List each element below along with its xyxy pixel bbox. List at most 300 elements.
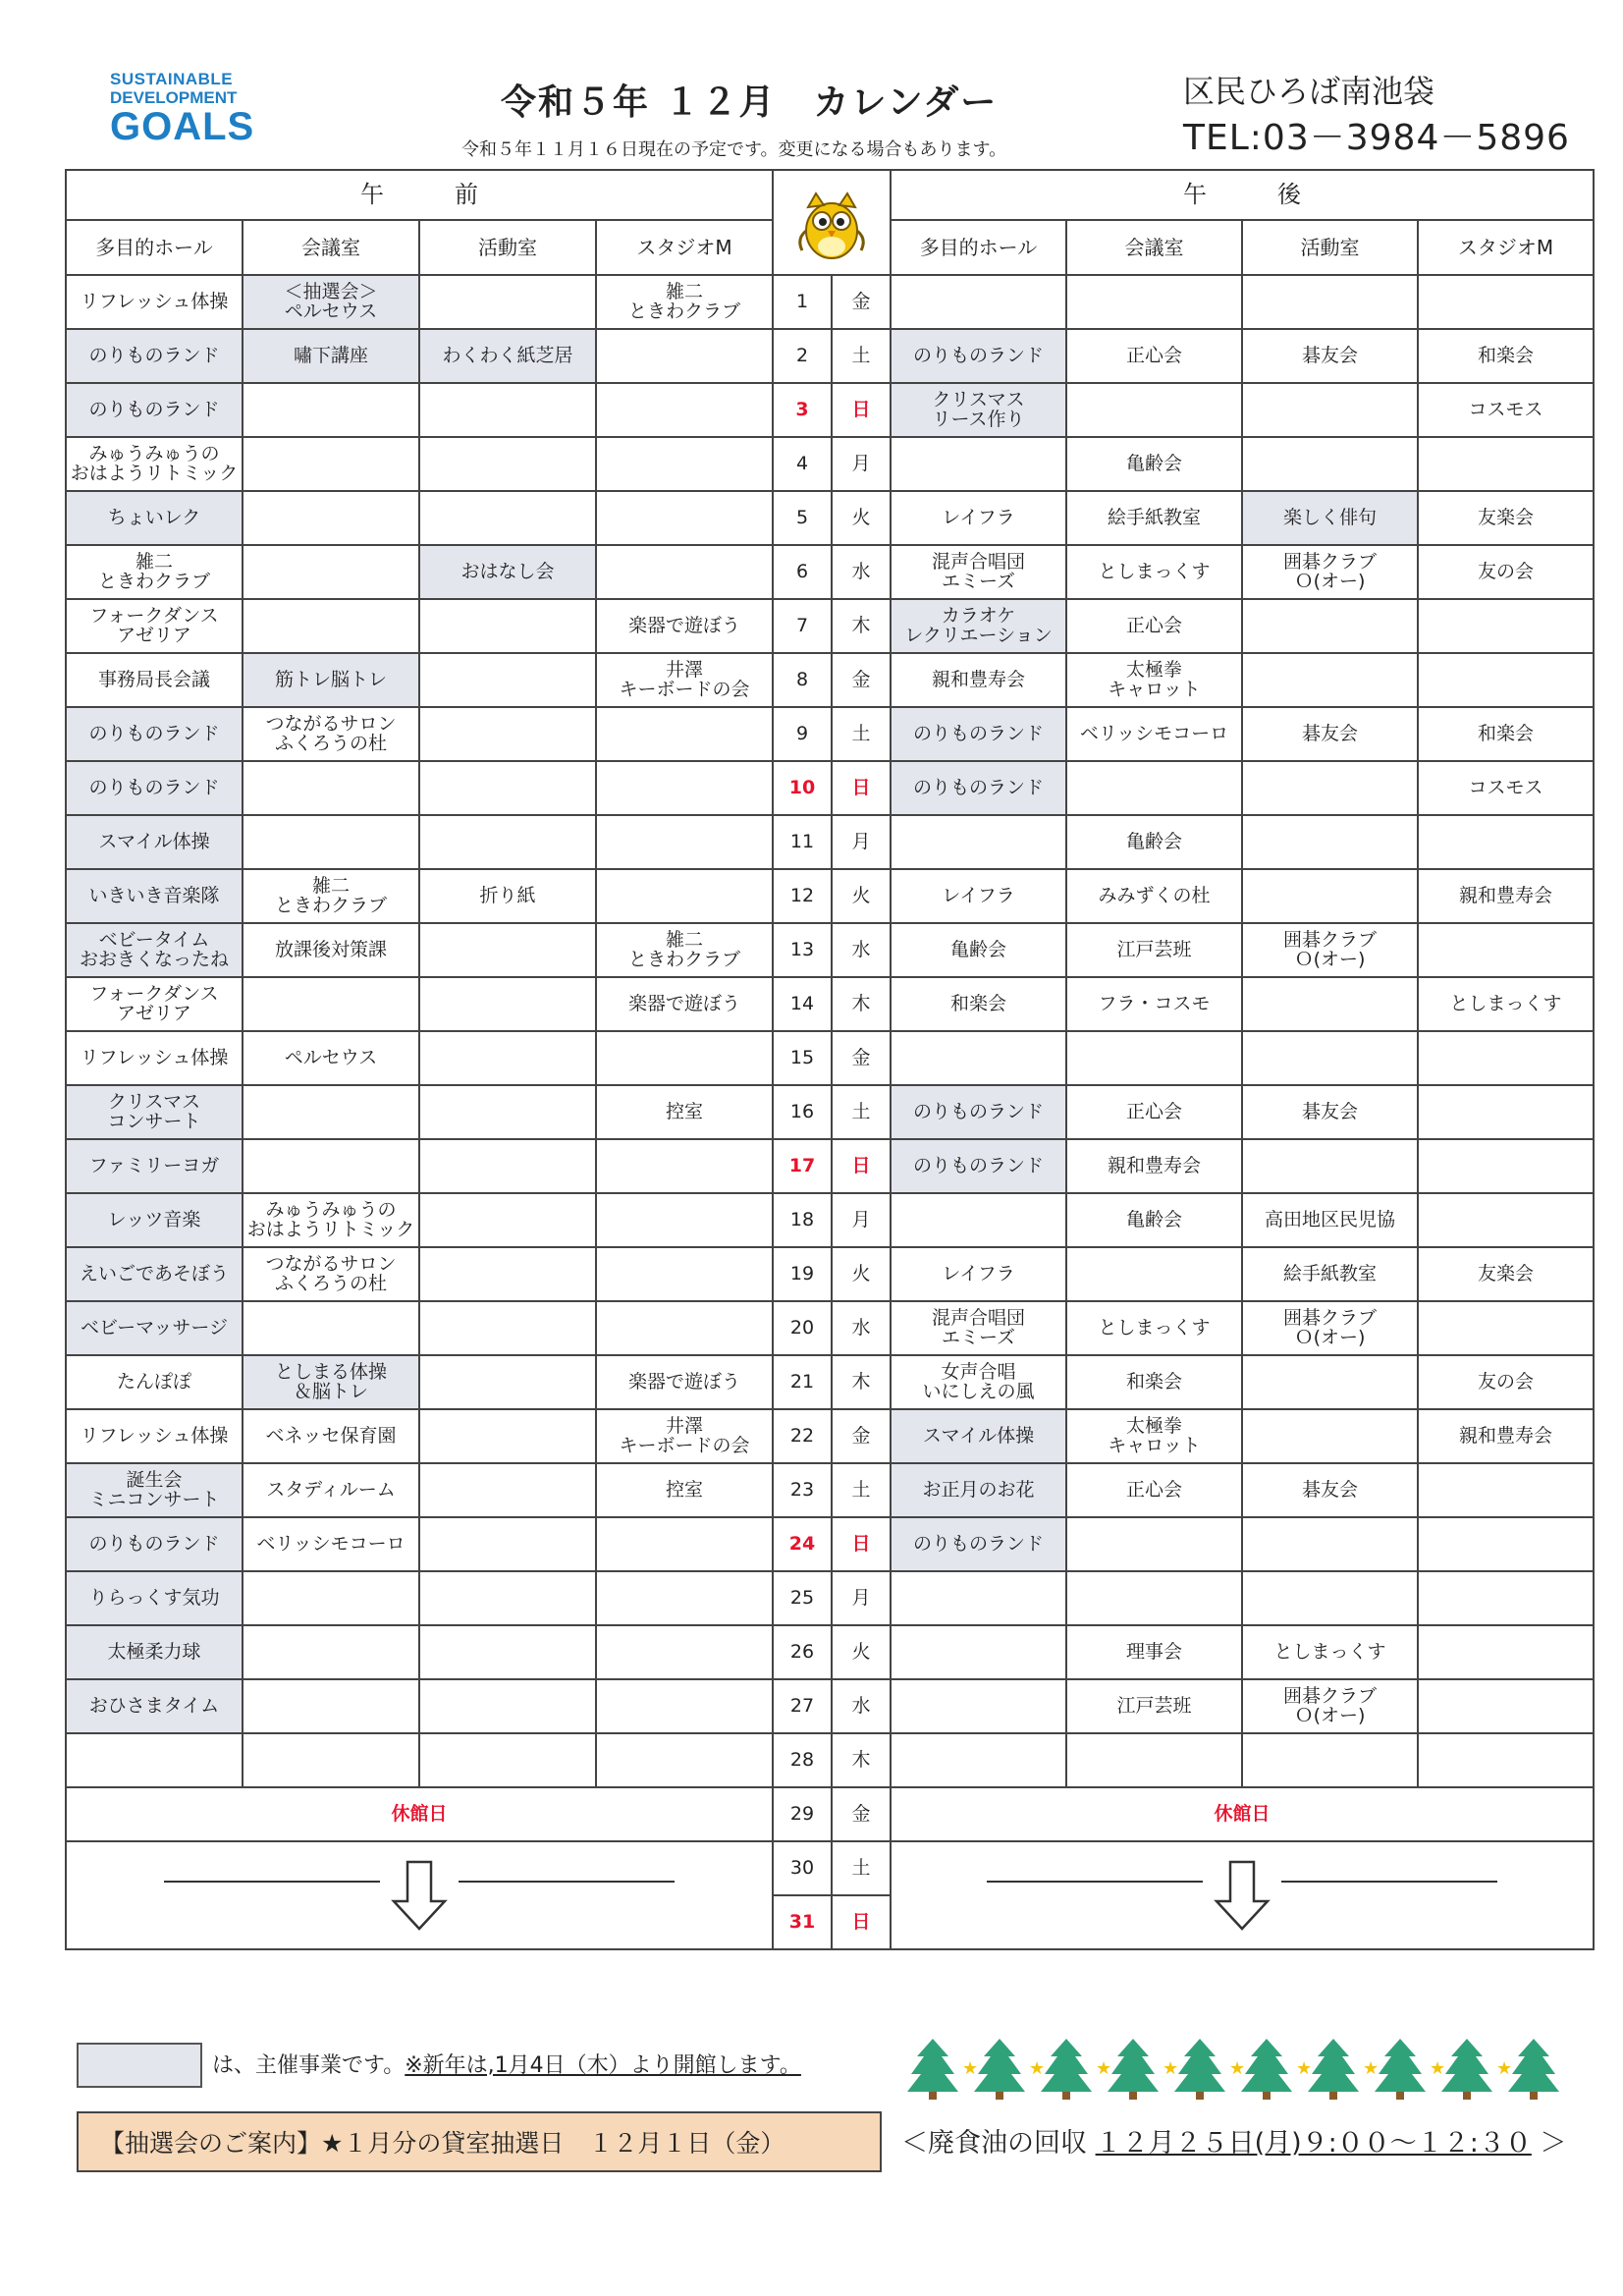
am-event-cell: リフレッシュ体操 bbox=[66, 275, 243, 329]
pm-event-cell bbox=[891, 1679, 1066, 1733]
am-event-cell bbox=[596, 383, 773, 437]
calendar-row bbox=[66, 545, 1594, 599]
owl-icon bbox=[790, 182, 873, 264]
am-event-cell bbox=[419, 1463, 596, 1517]
pm-event-cell: のりものランド bbox=[891, 329, 1066, 383]
calendar-row bbox=[66, 1355, 1594, 1409]
am-event-cell: 太極柔力球 bbox=[66, 1625, 243, 1679]
pm-event-cell: 江戸芸班 bbox=[1066, 1679, 1242, 1733]
pm-event-cell: 親和豊寿会 bbox=[891, 653, 1066, 707]
am-event-cell: 控室 bbox=[596, 1463, 773, 1517]
am-event-cell: みゅうみゅうの おはようリトミック bbox=[243, 1193, 419, 1247]
am-event-cell bbox=[419, 491, 596, 545]
pm-event-cell: 友の会 bbox=[1418, 1355, 1594, 1409]
pm-event-cell: 理事会 bbox=[1066, 1625, 1242, 1679]
day-number: 28 bbox=[773, 1733, 832, 1787]
pm-event-cell bbox=[1418, 1193, 1594, 1247]
am-event-cell bbox=[596, 1301, 773, 1355]
tree-icon bbox=[1041, 2039, 1092, 2100]
am-event-cell bbox=[243, 1139, 419, 1193]
weekday: 水 bbox=[832, 1301, 891, 1355]
tree-icon bbox=[974, 2039, 1025, 2100]
am-event-cell: おはなし会 bbox=[419, 545, 596, 599]
am-event-cell bbox=[596, 1733, 773, 1787]
am-event-cell: フォークダンス アゼリア bbox=[66, 977, 243, 1031]
calendar-row bbox=[66, 329, 1594, 383]
am-event-cell bbox=[419, 1517, 596, 1571]
am-event-cell bbox=[419, 1301, 596, 1355]
sdg-logo bbox=[110, 71, 254, 146]
pm-event-cell: としまっくす bbox=[1242, 1625, 1418, 1679]
pm-event-cell: のりものランド bbox=[891, 761, 1066, 815]
day-number: 31 bbox=[773, 1895, 832, 1949]
pm-event-cell bbox=[1242, 815, 1418, 869]
day-number: 19 bbox=[773, 1247, 832, 1301]
am-event-cell: ベビーマッサージ bbox=[66, 1301, 243, 1355]
weekday: 木 bbox=[832, 599, 891, 653]
am-event-cell bbox=[419, 1571, 596, 1625]
day-number: 5 bbox=[773, 491, 832, 545]
calendar-row bbox=[66, 1193, 1594, 1247]
pm-event-cell: スマイル体操 bbox=[891, 1409, 1066, 1463]
day-number: 2 bbox=[773, 329, 832, 383]
calendar-row bbox=[66, 869, 1594, 923]
pm-event-cell bbox=[1242, 869, 1418, 923]
am-event-cell bbox=[596, 1247, 773, 1301]
calendar-row bbox=[66, 1625, 1594, 1679]
am-event-cell bbox=[243, 1301, 419, 1355]
pm-event-cell: 囲碁クラブ Ｏ(オー) bbox=[1242, 1679, 1418, 1733]
am-room-studio: スタジオM bbox=[596, 220, 773, 275]
pm-event-cell: 囲碁クラブ Ｏ(オー) bbox=[1242, 1301, 1418, 1355]
am-event-cell: たんぽぽ bbox=[66, 1355, 243, 1409]
am-event-cell: 嘯下講座 bbox=[243, 329, 419, 383]
am-closed-label: 休館日 bbox=[66, 1787, 773, 1841]
am-event-cell: 楽器で遊ぼう bbox=[596, 599, 773, 653]
day-number: 7 bbox=[773, 599, 832, 653]
am-event-cell: ベネッセ保育園 bbox=[243, 1409, 419, 1463]
weekday: 土 bbox=[832, 707, 891, 761]
am-event-cell bbox=[419, 1031, 596, 1085]
calendar-row bbox=[66, 599, 1594, 653]
pm-event-cell bbox=[1242, 383, 1418, 437]
am-event-cell bbox=[596, 1031, 773, 1085]
day-number: 29 bbox=[773, 1787, 832, 1841]
day-number: 22 bbox=[773, 1409, 832, 1463]
calendar-row bbox=[66, 653, 1594, 707]
am-event-cell bbox=[419, 761, 596, 815]
pm-event-cell: のりものランド bbox=[891, 1517, 1066, 1571]
pm-event-cell: 和楽会 bbox=[891, 977, 1066, 1031]
am-event-cell bbox=[596, 1193, 773, 1247]
am-event-cell: ベリッシモコーロ bbox=[243, 1517, 419, 1571]
weekday: 月 bbox=[832, 1193, 891, 1247]
am-event-cell: 楽器で遊ぼう bbox=[596, 1355, 773, 1409]
pm-room-hall: 多目的ホール bbox=[891, 220, 1066, 275]
am-event-cell: おひさまタイム bbox=[66, 1679, 243, 1733]
star-icon: ★ bbox=[962, 2058, 979, 2079]
lottery-notice: 【抽選会のご案内】★１月分の貸室抽選日 １２月１日（金） bbox=[77, 2111, 882, 2172]
calendar-row-closed bbox=[66, 1787, 1594, 1841]
weekday: 月 bbox=[832, 437, 891, 491]
weekday: 金 bbox=[832, 653, 891, 707]
weekday: 水 bbox=[832, 1679, 891, 1733]
page-title: 令和５年 １２月 カレンダー bbox=[501, 82, 999, 123]
am-event-cell bbox=[243, 761, 419, 815]
pm-event-cell: のりものランド bbox=[891, 1139, 1066, 1193]
am-header: 午 前 bbox=[66, 170, 773, 220]
pm-event-cell: レイフラ bbox=[891, 869, 1066, 923]
pm-event-cell: クリスマス リース作り bbox=[891, 383, 1066, 437]
day-number: 13 bbox=[773, 923, 832, 977]
pm-event-cell bbox=[891, 1571, 1066, 1625]
day-number: 26 bbox=[773, 1625, 832, 1679]
day-number: 11 bbox=[773, 815, 832, 869]
am-event-cell: 雑二 ときわクラブ bbox=[66, 545, 243, 599]
star-icon: ★ bbox=[1296, 2058, 1313, 2079]
day-number: 15 bbox=[773, 1031, 832, 1085]
weekday: 金 bbox=[832, 1787, 891, 1841]
pm-event-cell: のりものランド bbox=[891, 1085, 1066, 1139]
tree-icon bbox=[1441, 2039, 1492, 2100]
organization-name: 区民ひろば南池袋 bbox=[1183, 73, 1435, 110]
pm-event-cell bbox=[1242, 275, 1418, 329]
calendar-row bbox=[66, 1301, 1594, 1355]
calendar-row bbox=[66, 1031, 1594, 1085]
pm-event-cell bbox=[1418, 275, 1594, 329]
day-number: 27 bbox=[773, 1679, 832, 1733]
pm-event-cell: 楽しく俳句 bbox=[1242, 491, 1418, 545]
am-event-cell bbox=[596, 1679, 773, 1733]
pm-event-cell: 友の会 bbox=[1418, 545, 1594, 599]
weekday: 月 bbox=[832, 1571, 891, 1625]
pm-event-cell: 友楽会 bbox=[1418, 1247, 1594, 1301]
am-event-cell: 放課後対策課 bbox=[243, 923, 419, 977]
pm-event-cell bbox=[1418, 815, 1594, 869]
am-event-cell bbox=[419, 383, 596, 437]
am-event-cell bbox=[596, 1625, 773, 1679]
day-number: 17 bbox=[773, 1139, 832, 1193]
star-icon: ★ bbox=[1163, 2058, 1179, 2079]
pm-event-cell bbox=[1418, 1463, 1594, 1517]
pm-event-cell bbox=[1242, 1409, 1418, 1463]
pm-room-studio: スタジオM bbox=[1418, 220, 1594, 275]
calendar-row bbox=[66, 923, 1594, 977]
am-event-cell bbox=[243, 1733, 419, 1787]
am-event-cell: 折り紙 bbox=[419, 869, 596, 923]
oil-label: ＜廃食油の回収 bbox=[901, 2128, 1096, 2159]
pm-event-cell: 絵手紙教室 bbox=[1066, 491, 1242, 545]
pm-event-cell: 碁友会 bbox=[1242, 707, 1418, 761]
am-event-cell: スタディルーム bbox=[243, 1463, 419, 1517]
am-event-cell bbox=[596, 761, 773, 815]
legend-text bbox=[212, 2049, 801, 2079]
pm-event-cell: コスモス bbox=[1418, 383, 1594, 437]
pm-closed-label: 休館日 bbox=[891, 1787, 1594, 1841]
weekday: 火 bbox=[832, 869, 891, 923]
weekday: 日 bbox=[832, 1895, 891, 1949]
pm-event-cell: 亀齢会 bbox=[1066, 1193, 1242, 1247]
pm-event-cell: お正月のお花 bbox=[891, 1463, 1066, 1517]
weekday: 火 bbox=[832, 491, 891, 545]
pm-event-cell bbox=[1418, 1517, 1594, 1571]
pm-event-cell bbox=[1418, 653, 1594, 707]
am-event-cell: 雑二 ときわクラブ bbox=[243, 869, 419, 923]
pm-event-cell: 和楽会 bbox=[1066, 1355, 1242, 1409]
am-event-cell bbox=[419, 923, 596, 977]
am-event-cell bbox=[596, 1571, 773, 1625]
sdg-line1: SUSTAINABLE bbox=[110, 70, 234, 88]
owl-mascot-cell bbox=[773, 170, 891, 275]
star-icon: ★ bbox=[1029, 2058, 1046, 2079]
am-event-cell: つながるサロン ふくろうの杜 bbox=[243, 1247, 419, 1301]
calendar-row bbox=[66, 1679, 1594, 1733]
am-event-cell bbox=[243, 383, 419, 437]
am-event-cell bbox=[243, 1571, 419, 1625]
am-room-meeting: 会議室 bbox=[243, 220, 419, 275]
am-event-cell bbox=[596, 869, 773, 923]
pm-event-cell: 友楽会 bbox=[1418, 491, 1594, 545]
pm-event-cell: みみずくの杜 bbox=[1066, 869, 1242, 923]
pm-event-cell bbox=[1418, 1571, 1594, 1625]
am-event-cell: 雑二 ときわクラブ bbox=[596, 275, 773, 329]
pm-event-cell: 正心会 bbox=[1066, 1463, 1242, 1517]
pm-event-cell: 太極拳 キャロット bbox=[1066, 653, 1242, 707]
weekday: 水 bbox=[832, 545, 891, 599]
sdg-line2: DEVELOPMENT bbox=[110, 88, 238, 107]
pm-event-cell bbox=[1418, 437, 1594, 491]
weekday: 火 bbox=[832, 1625, 891, 1679]
am-event-cell bbox=[596, 491, 773, 545]
pm-event-cell bbox=[1066, 383, 1242, 437]
pm-event-cell bbox=[1242, 599, 1418, 653]
pm-event-cell bbox=[1242, 1139, 1418, 1193]
am-event-cell bbox=[243, 437, 419, 491]
am-event-cell bbox=[419, 1733, 596, 1787]
day-number: 24 bbox=[773, 1517, 832, 1571]
am-event-cell: りらっくす気功 bbox=[66, 1571, 243, 1625]
am-event-cell bbox=[419, 1139, 596, 1193]
pm-event-cell bbox=[891, 1733, 1066, 1787]
day-number: 1 bbox=[773, 275, 832, 329]
calendar-row bbox=[66, 1571, 1594, 1625]
weekday: 火 bbox=[832, 1247, 891, 1301]
pm-event-cell: 親和豊寿会 bbox=[1418, 869, 1594, 923]
weekday: 金 bbox=[832, 1409, 891, 1463]
pm-event-cell bbox=[1418, 1679, 1594, 1733]
pm-event-cell bbox=[1242, 761, 1418, 815]
am-event-cell: クリスマス コンサート bbox=[66, 1085, 243, 1139]
pm-event-cell: フラ・コスモ bbox=[1066, 977, 1242, 1031]
pm-event-cell: 太極拳 キャロット bbox=[1066, 1409, 1242, 1463]
am-event-cell bbox=[596, 329, 773, 383]
pm-event-cell: 亀齢会 bbox=[1066, 815, 1242, 869]
am-event-cell bbox=[419, 815, 596, 869]
weekday: 水 bbox=[832, 923, 891, 977]
day-number: 14 bbox=[773, 977, 832, 1031]
pm-event-cell bbox=[1066, 1571, 1242, 1625]
pm-event-cell: 碁友会 bbox=[1242, 1463, 1418, 1517]
weekday: 金 bbox=[832, 275, 891, 329]
pm-event-cell bbox=[1418, 1301, 1594, 1355]
pm-event-cell: としまっくす bbox=[1066, 545, 1242, 599]
pm-event-cell bbox=[1242, 437, 1418, 491]
am-event-cell bbox=[243, 599, 419, 653]
pm-event-cell: としまっくす bbox=[1066, 1301, 1242, 1355]
day-number: 12 bbox=[773, 869, 832, 923]
day-number: 8 bbox=[773, 653, 832, 707]
pm-event-cell bbox=[1242, 1733, 1418, 1787]
pm-event-cell: カラオケ レクリエーション bbox=[891, 599, 1066, 653]
pm-event-cell: 亀齢会 bbox=[1066, 437, 1242, 491]
pm-event-cell: ベリッシモコーロ bbox=[1066, 707, 1242, 761]
am-event-cell bbox=[419, 275, 596, 329]
weekday: 土 bbox=[832, 1085, 891, 1139]
oil-collection-notice bbox=[901, 2121, 1566, 2159]
am-event-cell: つながるサロン ふくろうの杜 bbox=[243, 707, 419, 761]
am-event-cell bbox=[419, 1247, 596, 1301]
weekday: 金 bbox=[832, 1031, 891, 1085]
am-event-cell bbox=[419, 1085, 596, 1139]
pm-event-cell bbox=[891, 1625, 1066, 1679]
day-number: 20 bbox=[773, 1301, 832, 1355]
am-event-cell: みゅうみゅうの おはようリトミック bbox=[66, 437, 243, 491]
am-event-cell bbox=[243, 1085, 419, 1139]
pm-event-cell: 正心会 bbox=[1066, 329, 1242, 383]
oil-datetime: １２月２５日(月)９:００～１２:３０ bbox=[1095, 2128, 1532, 2159]
am-event-cell: フォークダンス アゼリア bbox=[66, 599, 243, 653]
day-number: 9 bbox=[773, 707, 832, 761]
tree-icon bbox=[1241, 2039, 1292, 2100]
am-event-cell: リフレッシュ体操 bbox=[66, 1031, 243, 1085]
am-event-cell: のりものランド bbox=[66, 761, 243, 815]
am-event-cell: 楽器で遊ぼう bbox=[596, 977, 773, 1031]
am-event-cell bbox=[419, 1625, 596, 1679]
pm-event-cell bbox=[1242, 1517, 1418, 1571]
am-event-cell: わくわく紙芝居 bbox=[419, 329, 596, 383]
weekday: 土 bbox=[832, 1463, 891, 1517]
am-event-cell bbox=[243, 545, 419, 599]
am-event-cell: のりものランド bbox=[66, 1517, 243, 1571]
day-number: 16 bbox=[773, 1085, 832, 1139]
day-number: 25 bbox=[773, 1571, 832, 1625]
pm-event-cell bbox=[1242, 1355, 1418, 1409]
am-event-cell bbox=[419, 1193, 596, 1247]
pm-event-cell bbox=[891, 437, 1066, 491]
telephone-number: TEL:03－3984－5896 bbox=[1183, 118, 1570, 158]
tree-icon bbox=[1308, 2039, 1359, 2100]
pm-event-cell bbox=[1418, 1625, 1594, 1679]
am-event-cell: リフレッシュ体操 bbox=[66, 1409, 243, 1463]
oil-end: ＞ bbox=[1531, 2128, 1567, 2159]
pm-event-cell: 碁友会 bbox=[1242, 1085, 1418, 1139]
am-event-cell bbox=[243, 977, 419, 1031]
am-event-cell: ちょいレク bbox=[66, 491, 243, 545]
pm-event-cell bbox=[1418, 599, 1594, 653]
pm-event-cell: 高田地区民児協 bbox=[1242, 1193, 1418, 1247]
pm-event-cell: レイフラ bbox=[891, 491, 1066, 545]
star-icon: ★ bbox=[1229, 2058, 1246, 2079]
am-event-cell bbox=[596, 707, 773, 761]
calendar-row bbox=[66, 1139, 1594, 1193]
weekday: 土 bbox=[832, 329, 891, 383]
star-icon: ★ bbox=[1496, 2058, 1513, 2079]
am-event-cell: スマイル体操 bbox=[66, 815, 243, 869]
weekday: 木 bbox=[832, 977, 891, 1031]
tree-icon bbox=[907, 2039, 958, 2100]
am-event-cell: のりものランド bbox=[66, 329, 243, 383]
am-event-cell: 事務局長会議 bbox=[66, 653, 243, 707]
pm-event-cell bbox=[1066, 1733, 1242, 1787]
down-arrow-icon bbox=[967, 1856, 1517, 1935]
pm-event-cell bbox=[891, 815, 1066, 869]
am-room-hall: 多目的ホール bbox=[66, 220, 243, 275]
pm-event-cell bbox=[1418, 1139, 1594, 1193]
pm-room-meeting: 会議室 bbox=[1066, 220, 1242, 275]
am-event-cell: 誕生会 ミニコンサート bbox=[66, 1463, 243, 1517]
pm-event-cell: 親和豊寿会 bbox=[1066, 1139, 1242, 1193]
weekday: 日 bbox=[832, 1139, 891, 1193]
pm-event-cell bbox=[1242, 1031, 1418, 1085]
am-event-cell bbox=[419, 437, 596, 491]
calendar-row bbox=[66, 977, 1594, 1031]
pm-room-activity: 活動室 bbox=[1242, 220, 1418, 275]
am-event-cell: のりものランド bbox=[66, 707, 243, 761]
am-event-cell bbox=[419, 1409, 596, 1463]
pm-event-cell: 正心会 bbox=[1066, 599, 1242, 653]
am-event-cell bbox=[596, 545, 773, 599]
calendar-row bbox=[66, 1409, 1594, 1463]
am-event-cell bbox=[419, 707, 596, 761]
pm-event-cell bbox=[1066, 1247, 1242, 1301]
weekday: 木 bbox=[832, 1733, 891, 1787]
am-event-cell bbox=[419, 1355, 596, 1409]
tree-icon bbox=[1508, 2039, 1559, 2100]
calendar-row bbox=[66, 1247, 1594, 1301]
day-number: 3 bbox=[773, 383, 832, 437]
christmas-trees-decoration bbox=[903, 2035, 1591, 2104]
am-event-cell: としまる体操 ＆脳トレ bbox=[243, 1355, 419, 1409]
am-event-cell: のりものランド bbox=[66, 383, 243, 437]
day-number: 4 bbox=[773, 437, 832, 491]
am-event-cell bbox=[419, 1679, 596, 1733]
tree-icon bbox=[1174, 2039, 1225, 2100]
pm-event-cell bbox=[1242, 977, 1418, 1031]
pm-event-cell: レイフラ bbox=[891, 1247, 1066, 1301]
am-event-cell bbox=[596, 1517, 773, 1571]
day-number: 6 bbox=[773, 545, 832, 599]
calendar-row bbox=[66, 815, 1594, 869]
calendar-row bbox=[66, 1085, 1594, 1139]
pm-event-cell: 正心会 bbox=[1066, 1085, 1242, 1139]
day-number: 18 bbox=[773, 1193, 832, 1247]
calendar-row bbox=[66, 383, 1594, 437]
am-event-cell bbox=[243, 491, 419, 545]
calendar-row bbox=[66, 275, 1594, 329]
am-event-cell bbox=[419, 977, 596, 1031]
weekday: 月 bbox=[832, 815, 891, 869]
calendar-table bbox=[65, 169, 1595, 1950]
pm-event-cell bbox=[1242, 1571, 1418, 1625]
am-closed-arrow bbox=[66, 1841, 773, 1949]
am-event-cell bbox=[596, 1139, 773, 1193]
am-room-activity: 活動室 bbox=[419, 220, 596, 275]
pm-header: 午 後 bbox=[891, 170, 1594, 220]
pm-event-cell: 親和豊寿会 bbox=[1418, 1409, 1594, 1463]
down-arrow-icon bbox=[144, 1856, 694, 1935]
am-event-cell bbox=[243, 1625, 419, 1679]
weekday: 日 bbox=[832, 383, 891, 437]
